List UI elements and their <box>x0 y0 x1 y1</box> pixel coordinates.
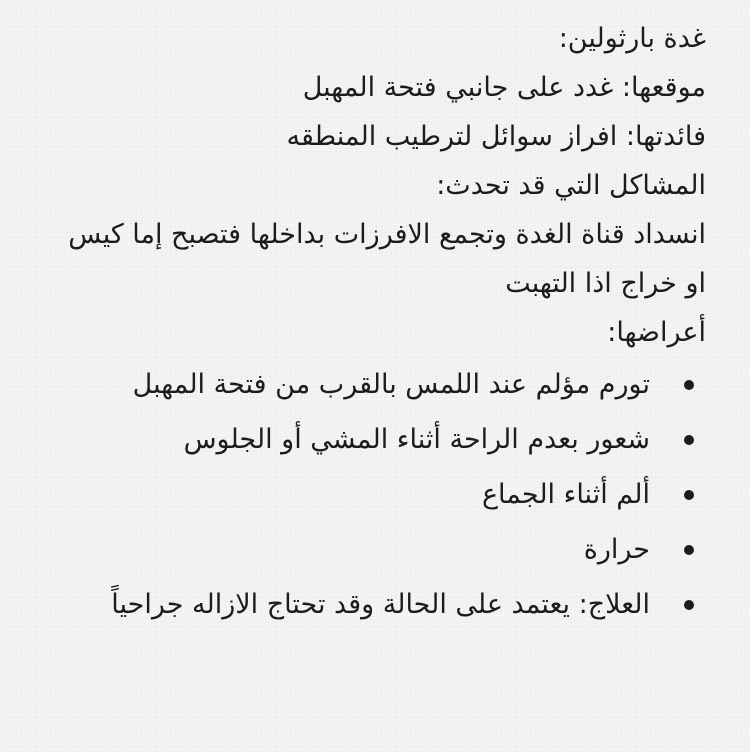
problems-heading: المشاكل التي قد تحدث: <box>436 170 706 201</box>
bullet-icon <box>684 490 694 500</box>
list-item <box>40 467 650 522</box>
function-line: فائدتها: افراز سوائل لترطيب المنطقه <box>286 121 706 152</box>
symptom-text: ألم أثناء الجماع <box>481 479 650 510</box>
symptom-text: شعور بعدم الراحة أثناء المشي أو الجلوس <box>183 424 650 455</box>
symptom-text: تورم مؤلم عند اللمس بالقرب من فتحة المهبل <box>132 369 650 400</box>
note-title: غدة بارثولين: <box>558 23 706 54</box>
symptom-text: حرارة <box>583 534 650 565</box>
location-line: موقعها: غدد على جانبي فتحة المهبل <box>302 72 706 103</box>
list-item <box>40 522 650 577</box>
symptoms-heading: أعراضها: <box>607 317 706 348</box>
problems-text: انسداد قناة الغدة وتجمع الافرزات بداخلها فتصبح إما كيس او خراج اذا التهبت <box>68 219 706 299</box>
bullet-icon <box>684 435 694 445</box>
symptom-text: العلاج: يعتمد على الحالة وقد تحتاج الازاله جراحياً <box>111 589 650 620</box>
bullet-icon <box>684 380 694 390</box>
bullet-icon <box>684 545 694 555</box>
list-item <box>40 412 650 467</box>
list-item <box>40 357 650 412</box>
bullet-icon <box>684 600 694 610</box>
symptoms-list <box>40 357 706 632</box>
list-item <box>40 577 650 632</box>
